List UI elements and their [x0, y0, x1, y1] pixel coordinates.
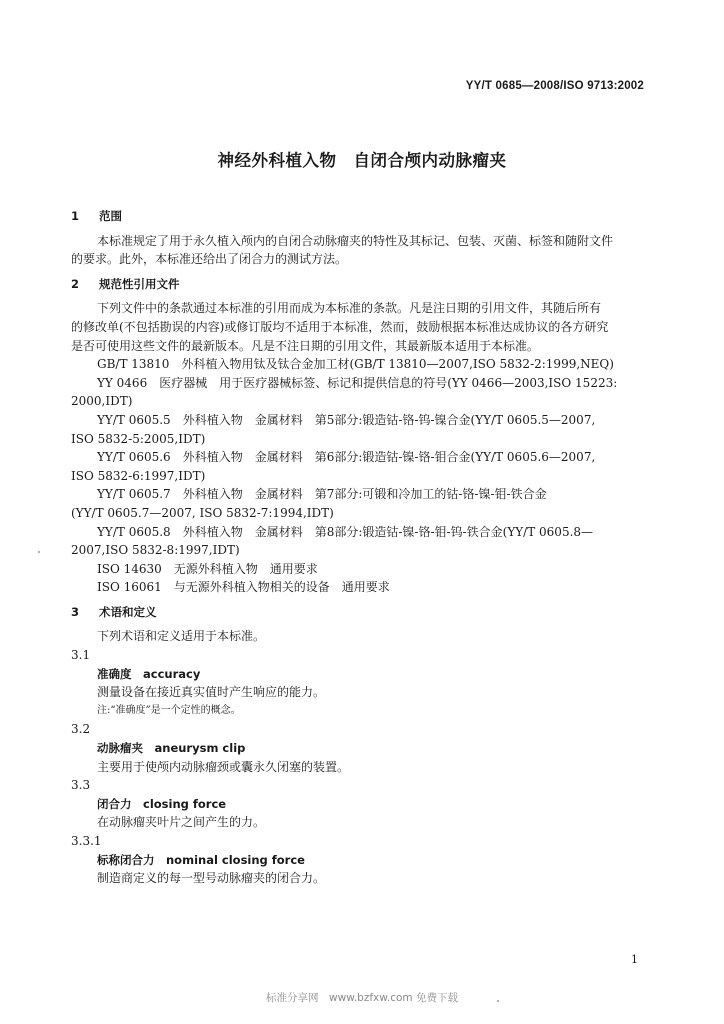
- section-number: 3: [71, 604, 80, 619]
- section-title: 术语和定义: [99, 604, 157, 619]
- paragraph-line: 本标准规定了用于永久植入颅内的自闭合动脉瘤夹的特性及其标记、包装、灭菌、标签和随附文件: [97, 233, 614, 248]
- term-number: 3.1: [71, 648, 91, 663]
- reference-entry-continuation: 2007,ISO 5832-8:1997,IDT): [71, 543, 240, 558]
- term-name: 准确度 accuracy: [97, 666, 201, 681]
- section-number: 2: [71, 276, 80, 291]
- reference-entry: YY/T 0605.5 外科植入物 金属材料 第5部分:锻造钴-铬-钨-镍合金(YY/T 0605.5—2007,: [97, 412, 596, 427]
- section-title: 范围: [99, 209, 122, 223]
- page-number: 1: [631, 953, 638, 966]
- term-definition: 在动脉瘤夹叶片之间产生的力。: [97, 815, 266, 830]
- section-title: 规范性引用文件: [99, 276, 180, 291]
- term-name: 动脉瘤夹 aneurysm clip: [97, 741, 246, 756]
- term-name: 闭合力 closing force: [97, 796, 227, 811]
- reference-entry-continuation: 2000,IDT): [71, 394, 133, 409]
- term-number: 3.3.1: [71, 834, 102, 848]
- paragraph-line: 是否可使用这些文件的最新版本。凡是不注日期的引用文件，其最新版本适用于本标准。: [71, 338, 540, 353]
- reference-entry: GB/T 13810 外科植入物用钛及钛合金加工材(GB/T 13810—2007,ISO 5832-2:1999,NEQ): [97, 357, 614, 372]
- reference-entry: ISO 16061 与无源外科植入物相关的设备 通用要求: [97, 580, 390, 595]
- term-note: 注:“准确度”是一个定性的概念。: [97, 704, 241, 716]
- reference-entry: YY/T 0605.8 外科植入物 金属材料 第8部分:锻造钴-镍-铬-钼-钨-铁合金(YY/T 0605.8—: [97, 524, 594, 539]
- term-definition: 测量设备在接近真实值时产生响应的能力。: [97, 685, 326, 700]
- section-heading-scope: [71, 207, 645, 226]
- section-heading-terms-and-definitions: [71, 603, 645, 622]
- section-number: 1: [71, 209, 80, 223]
- reference-entry-continuation: ISO 5832-5:2005,IDT): [71, 431, 206, 446]
- term-number: 3.2: [71, 722, 91, 737]
- reference-entry-continuation: (YY/T 0605.7—2007, ISO 5832-7:1994,IDT): [71, 505, 334, 520]
- term-definition: 制造商定义的每一型号动脉瘤夹的闭合力。: [97, 871, 326, 886]
- section-heading-normative-references: [71, 275, 645, 294]
- reference-entry-continuation: ISO 5832-6:1997,IDT): [71, 468, 206, 483]
- term-number: 3.3: [71, 778, 91, 793]
- standard-number: YY/T 0685—2008/ISO 9713:2002: [465, 80, 644, 92]
- reference-entry: ISO 14630 无源外科植入物 通用要求: [97, 561, 318, 576]
- paragraph-line: 下列术语和定义适用于本标准。: [97, 629, 266, 644]
- reference-entry: YY/T 0605.6 外科植入物 金属材料 第6部分:锻造钴-镍-铬-钼合金(YY/T 0605.6—2007,: [97, 450, 596, 465]
- reference-entry: YY/T 0605.7 外科植入物 金属材料 第7部分:可锻和冷加工的钴-铬-镍-钼-铁合金: [97, 487, 547, 502]
- scan-speck: [38, 551, 40, 553]
- watermark-footer: 标准分享网 www.bzfxw.com 免费下载: [266, 992, 458, 1004]
- paragraph-line: 的要求。此外，本标准还给出了闭合力的测试方法。: [71, 252, 348, 267]
- paragraph-line: 的修改单(不包括勘误的内容)或修订版均不适用于本标准，然而，鼓励根据本标准达成协议的各方研究: [71, 319, 609, 334]
- paragraph-line: 下列文件中的条款通过本标准的引用而成为本标准的条款。凡是注日期的引用文件，其随后所有: [97, 301, 602, 316]
- term-name: 标称闭合力 nominal closing force: [97, 852, 305, 867]
- document-body: [71, 207, 645, 888]
- reference-entry: YY 0466 医疗器械 用于医疗器械标签、标记和提供信息的符号(YY 0466—2003,ISO 15223:: [97, 375, 618, 390]
- term-definition: 主要用于使颅内动脉瘤颈或囊永久闭塞的装置。: [97, 759, 350, 774]
- document-title: 神经外科植入物 自闭合颅内动脉瘤夹: [217, 151, 507, 170]
